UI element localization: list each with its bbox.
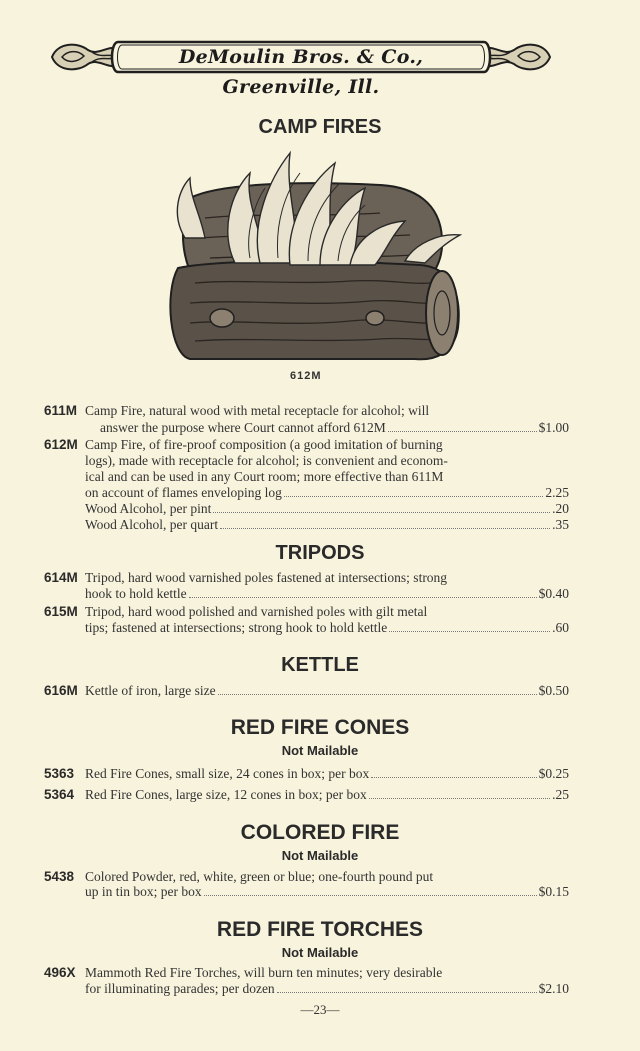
item-496x-line-1: Mammoth Red Fire Torches, will burn ten minutes; very desirable — [85, 965, 443, 980]
item-611m-line-1: Camp Fire, natural wood with metal receptacle for alcohol; will — [85, 403, 430, 418]
item-611m-price: $1.00 — [538, 420, 569, 435]
item-611m-line-2 — [100, 419, 569, 436]
not-mailable-note: Not Mailable — [281, 945, 359, 960]
item-5438-line-1: Colored Powder, red, white, green or blue; one-fourth pound put — [85, 869, 434, 884]
section-heading-camp-fires: CAMP FIRES — [258, 116, 382, 138]
item-612m-line-4 — [85, 484, 569, 501]
item-612m-line-1: Camp Fire, of fire-proof composition (a good imitation of burning — [85, 437, 443, 452]
alcohol-quart-price: .35 — [552, 517, 569, 532]
leader-dots — [369, 786, 550, 799]
item-611m-desc: answer the purpose where Court cannot afford 612M — [100, 420, 386, 435]
item-code-5438: 5438 — [44, 869, 75, 884]
not-mailable-note: Not Mailable — [281, 848, 359, 863]
item-612m-price: 2.25 — [545, 485, 569, 500]
section-heading-tripods: TRIPODS — [275, 542, 365, 564]
alcohol-pint-desc: Wood Alcohol, per pint — [85, 501, 212, 516]
item-5364-desc: Red Fire Cones, large size, 12 cones in box; per box — [85, 787, 367, 802]
camp-fire-illustration — [150, 143, 480, 368]
item-496x-line-2 — [85, 980, 569, 997]
item-616m-price: $0.50 — [538, 683, 569, 698]
item-614m-line-2 — [85, 585, 569, 602]
item-code-615m: 615M — [44, 604, 78, 619]
item-612m-line-2: logs), made with receptacle for alcohol; is convenient and econom- — [85, 453, 448, 468]
alcohol-pint-price: .20 — [552, 501, 569, 516]
item-code-612m: 612M — [44, 437, 78, 452]
leader-dots — [189, 585, 537, 598]
item-5364-price: .25 — [552, 787, 569, 802]
item-615m-line-2 — [85, 619, 569, 636]
page-number: —23— — [300, 1002, 340, 1017]
item-5438-price: $0.15 — [538, 884, 569, 899]
item-615m-line-1: Tripod, hard wood polished and varnished poles with gilt metal — [85, 604, 428, 619]
item-alcohol-pint — [85, 500, 569, 517]
leader-dots — [204, 883, 537, 896]
item-615m-price: .60 — [552, 620, 569, 635]
leader-dots — [213, 500, 550, 513]
item-614m-line-1: Tripod, hard wood varnished poles fastened at intersections; strong — [85, 570, 448, 585]
item-614m-desc: hook to hold kettle — [85, 586, 187, 601]
leader-dots — [220, 516, 550, 529]
item-612m-desc: on account of flames enveloping log — [85, 485, 282, 500]
section-heading-colored-fire: COLORED FIRE — [240, 821, 400, 844]
leader-dots — [277, 980, 537, 993]
leader-dots — [388, 419, 537, 432]
item-code-614m: 614M — [44, 570, 78, 585]
item-5363-price: $0.25 — [538, 766, 569, 781]
item-616m-line-1 — [85, 682, 569, 699]
not-mailable-note: Not Mailable — [281, 743, 359, 758]
leader-dots — [389, 619, 550, 632]
leader-dots — [371, 765, 536, 778]
item-code-5364: 5364 — [44, 787, 75, 802]
item-616m-desc: Kettle of iron, large size — [85, 683, 216, 698]
item-5363-desc: Red Fire Cones, small size, 24 cones in box; per box — [85, 766, 370, 781]
item-496x-desc: for illuminating parades; per dozen — [85, 981, 275, 996]
leader-dots — [284, 484, 544, 497]
header-title: DeMoulin Bros. & Co., Greenville, Ill. — [178, 46, 424, 98]
item-code-611m: 611M — [44, 403, 78, 418]
item-5438-desc: up in tin box; per box — [85, 884, 202, 899]
item-614m-price: $0.40 — [538, 586, 569, 601]
item-alcohol-quart — [85, 516, 569, 533]
header-banner — [48, 36, 554, 98]
section-heading-red-fire-torches: RED FIRE TORCHES — [216, 918, 424, 941]
item-5364-line-1 — [85, 786, 569, 803]
alcohol-quart-desc: Wood Alcohol, per quart — [85, 517, 219, 532]
item-code-616m: 616M — [44, 683, 78, 698]
item-615m-desc: tips; fastened at intersections; strong hook to hold kettle — [85, 620, 388, 635]
item-496x-price: $2.10 — [538, 981, 569, 996]
illustration-caption: 612M — [290, 370, 322, 382]
section-heading-red-fire-cones: RED FIRE CONES — [230, 716, 410, 739]
item-code-496x: 496X — [44, 965, 76, 980]
item-612m-line-3: ical and can be used in any Court room; more effective than 611M — [85, 469, 444, 484]
item-5438-line-2 — [85, 883, 569, 900]
item-5363-line-1 — [85, 765, 569, 782]
item-code-5363: 5363 — [44, 766, 75, 781]
section-heading-kettle: KETTLE — [281, 654, 359, 676]
leader-dots — [218, 682, 537, 695]
